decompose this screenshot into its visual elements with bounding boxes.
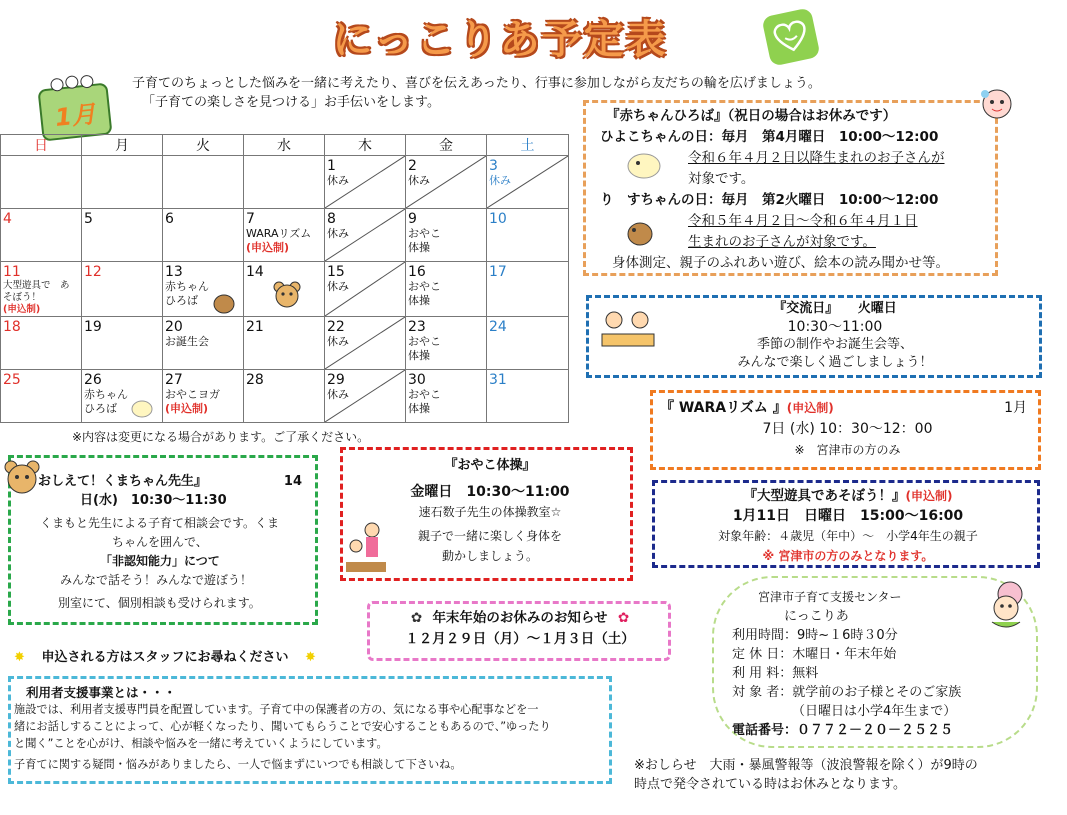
center-hours: 利用時間：9時~１6時３0分: [732, 628, 898, 643]
day-number: 6: [165, 211, 174, 227]
oyako-teacher: 速石数子先生の体操教室☆: [418, 505, 562, 519]
calendar-day-cell: [487, 209, 569, 262]
day-number: 24: [489, 319, 507, 335]
kuma-desc-2: ちゃんを囲んで、: [112, 535, 208, 549]
wara-month: 1月: [1004, 400, 1027, 416]
day-event: おやこ: [408, 280, 441, 293]
oyako-title: 『おやこ体操』: [444, 458, 536, 473]
weekday-header: 水: [244, 135, 325, 156]
calendar-day-cell: [163, 156, 244, 209]
day-event: 大型遊具で あ: [3, 280, 70, 291]
oogata-registration: (申込制): [905, 489, 953, 503]
center-org: 宮津市子育て支援センター: [758, 590, 902, 604]
kuma-title: おしえて！くまちゃん先生』: [38, 474, 208, 489]
koryu-desc-2: みんなで楽しく過ごしましょう！: [737, 355, 933, 370]
calendar-day-cell: [325, 156, 406, 209]
flower-icon: ✿: [617, 610, 630, 626]
day-event: おやこ: [408, 335, 441, 348]
day-event: おやこ: [408, 227, 441, 240]
star-icon: ✸: [304, 650, 316, 665]
wara-date: 7日 (水) 10：30～12：00: [762, 421, 933, 437]
registration-required-label: (申込制): [3, 304, 41, 315]
center-closed: 定 休 日：木曜日・年末年始: [732, 647, 897, 662]
calendar-day-cell: [82, 262, 163, 317]
day-event: 休み: [327, 280, 349, 293]
day-event: 休み: [489, 174, 511, 187]
wara-title: 『 WARAリズム 』: [660, 400, 787, 416]
chick-icon: [624, 150, 664, 183]
calendar-day-cell: [163, 317, 244, 370]
koryu-desc-1: 季節の制作やお誕生会等、: [756, 337, 913, 352]
day-event: 休み: [327, 388, 349, 401]
calendar-day-cell: [1, 156, 82, 209]
day-event: 体操: [408, 241, 430, 254]
calendar-day-cell: [244, 317, 325, 370]
day-event: そぼう！: [3, 292, 42, 303]
day-number: 1: [327, 158, 336, 174]
day-number: 2: [408, 158, 417, 174]
weekday-header: 土: [487, 135, 569, 156]
day-number: 18: [3, 319, 21, 335]
koryu-time: 10:30～11:00: [787, 319, 883, 335]
calendar-day-cell: [325, 317, 406, 370]
akachan-title: 『赤ちゃんひろば』（祝日の場合はお休みです）: [606, 108, 897, 124]
day-event: お誕生会: [165, 335, 209, 348]
calendar-day-cell: [406, 370, 487, 423]
day-number: [82, 156, 162, 158]
wara-registration: (申込制): [786, 401, 834, 415]
weekday-header: 日: [1, 135, 82, 156]
center-target-2: （日曜日は小学4年生まで）: [792, 704, 957, 719]
day-number: 17: [489, 264, 507, 280]
koryu-title: 『交流日』 火曜日: [773, 301, 897, 316]
intro-line-1: 子育てのちょっとした悩みを一緒に考えたり、喜びを伝えあったり、行事に参加しながら友だちの輪を広げましょう。: [132, 76, 821, 91]
calendar-day-cell: [487, 262, 569, 317]
day-event: 体操: [408, 349, 430, 362]
calendar-day-cell: [1, 209, 82, 262]
calendar: [0, 134, 569, 423]
calendar-day-cell: [1, 262, 82, 317]
kuma-desc-3: 「非認知能力」につて: [100, 554, 220, 568]
calendar-day-cell: [406, 209, 487, 262]
hiyoko-target-2: 対象です。: [688, 171, 755, 187]
closed-slash: [325, 262, 405, 316]
day-event: おやこヨガ: [165, 388, 220, 401]
day-number: 5: [84, 211, 93, 227]
closed-slash: [325, 370, 405, 422]
oyako-time: 金曜日 10:30～11:00: [410, 484, 570, 500]
calendar-day-cell: [1, 317, 82, 370]
day-number: 7: [246, 211, 255, 227]
children-crafting-icon: [598, 306, 656, 355]
calendar-day-cell: [406, 262, 487, 317]
day-number: [163, 156, 243, 158]
support-title: 利用者支援事業とは・・・: [26, 685, 177, 700]
calendar-day-cell: [487, 156, 569, 209]
calendar-day-cell: [82, 317, 163, 370]
month-badge: [37, 82, 112, 141]
closed-slash: [325, 156, 405, 208]
bear-icon: [272, 280, 302, 311]
wara-target: ※ 宮津市の方のみ: [794, 443, 901, 457]
center-target: 対 象 者：就学前のお子様とそのご家族: [732, 685, 962, 700]
day-event: 休み: [408, 174, 430, 187]
day-number: 19: [84, 319, 102, 335]
calendar-day-cell: [325, 370, 406, 423]
calendar-day-cell: [325, 262, 406, 317]
weather-notice-1: ※おしらせ 大雨・暴風警報等（波浪警報を除く）が9時の: [634, 758, 978, 773]
registration-required-label: (申込制): [246, 241, 290, 254]
kuma-date: 日(水) 10:30～11:30: [80, 493, 227, 508]
calendar-day-cell: [325, 209, 406, 262]
risu-target-2: 生まれのお子さんが対象です。: [688, 234, 876, 250]
calendar-day-cell: [1, 370, 82, 423]
day-number: [244, 156, 324, 158]
oogata-target: 対象年齢：４歳児（年中）～ 小学4年生の親子: [718, 529, 978, 543]
holiday-date: １２月２９日（月）～１月３日（土）: [405, 631, 635, 647]
weekday-header: 火: [163, 135, 244, 156]
day-number: 13: [165, 264, 183, 280]
closed-slash: [487, 156, 568, 208]
day-number: 12: [84, 264, 102, 280]
calendar-day-cell: [487, 317, 569, 370]
day-number: 15: [327, 264, 345, 280]
squirrel-icon: [622, 214, 656, 251]
day-number: 14: [246, 264, 264, 280]
kuma-desc-5: 別室にて、個別相談も受けられます。: [58, 596, 261, 610]
calendar-day-cell: [244, 209, 325, 262]
day-event: おやこ: [408, 388, 441, 401]
apply-note: 申込される方はスタッフにお尋ねください: [41, 650, 289, 665]
kadomatsu-icon: [46, 72, 97, 93]
day-number: 31: [489, 372, 507, 388]
day-number: 28: [246, 372, 264, 388]
calendar-day-cell: [82, 156, 163, 209]
calendar-day-cell: [487, 370, 569, 423]
hiyoko-schedule: ひよこちゃんの日：毎月 第4月曜日 10:00～12:00: [600, 129, 939, 145]
flower-icon: ✿: [410, 610, 423, 626]
closed-slash: [325, 209, 405, 261]
day-number: 16: [408, 264, 426, 280]
kuma-day: 14: [283, 474, 302, 489]
day-number: 21: [246, 319, 264, 335]
day-number: 4: [3, 211, 12, 227]
hiyoko-target-1: 令和６年４月２日以降生まれのお子さんが: [688, 150, 945, 166]
support-p1: 施設では、利用者支援専門員を配置しています。子育て中の保護者の方の、気になる事や心配事などを一: [14, 703, 539, 716]
day-event: 赤ちゃん: [165, 280, 209, 293]
day-event: ひろば: [165, 294, 198, 307]
support-p4: 子育てに関する疑問・悩みがありましたら、一人で悩まずにいつでも相談して下さいね。: [14, 758, 462, 771]
calendar-day-cell: [406, 156, 487, 209]
day-event: 赤ちゃん: [84, 388, 128, 401]
heart-logo-icon: [761, 7, 820, 66]
day-number: 9: [408, 211, 417, 227]
calendar-day-cell: [244, 156, 325, 209]
day-number: [1, 156, 81, 158]
risu-target-1: 令和５年４月２日～令和６年４月１日: [688, 213, 918, 229]
oogata-note: ※ 宮津市の方のみとなります。: [762, 549, 934, 563]
closed-slash: [406, 156, 486, 208]
day-number: 23: [408, 319, 426, 335]
oogata-date: 1月11日 日曜日 15:00～16:00: [732, 508, 964, 524]
calendar-day-cell: [406, 317, 487, 370]
oyako-desc-1: 親子で一緒に楽しく身体を: [417, 529, 562, 543]
day-number: 20: [165, 319, 183, 335]
calendar-day-cell: [244, 370, 325, 423]
day-number: 27: [165, 372, 183, 388]
day-number: 29: [327, 372, 345, 388]
day-event: 休み: [327, 335, 349, 348]
day-number: 8: [327, 211, 336, 227]
day-number: 26: [84, 372, 102, 388]
oogata-title: 『大型遊具であそぼう！』: [743, 488, 906, 504]
day-number: 30: [408, 372, 426, 388]
day-number: 25: [3, 372, 21, 388]
holiday-title: 年末年始のお休みのお知らせ: [432, 610, 608, 626]
weekday-header: 月: [82, 135, 163, 156]
calendar-day-cell: [163, 370, 244, 423]
center-name: にっこりあ: [784, 609, 849, 624]
akachan-content: 身体測定、親子のふれあい遊び、絵本の読み聞かせ等。: [612, 255, 949, 271]
day-number: 11: [3, 264, 21, 280]
weekday-header: 木: [325, 135, 406, 156]
chick-icon: [130, 398, 154, 421]
closed-slash: [325, 317, 405, 369]
registration-required-label: (申込制): [165, 402, 209, 415]
calendar-note: ※内容は変更になる場合があります。ご了承ください。: [72, 430, 370, 444]
day-event: 休み: [327, 227, 349, 240]
calendar-day-cell: [82, 209, 163, 262]
star-icon: ✸: [14, 650, 25, 665]
support-p3: と聞く”ことを心がけ、相談や悩みを一緒に考えていくようにしています。: [14, 737, 388, 750]
kuma-desc-1: くまもと先生による子育て相談会です。くま: [40, 516, 280, 530]
day-event: 休み: [327, 174, 349, 187]
risu-schedule: り すちゃんの日：毎月 第2火曜日 10:00～12:00: [600, 192, 939, 208]
support-p2: 緒にお話しすることによって、心が軽くなったり、聞いてもらうことで安心することもあるので、”ゆったり: [14, 720, 551, 733]
day-event: ひろば: [84, 402, 117, 415]
day-number: 3: [489, 158, 498, 174]
oyako-desc-2: 動かしましょう。: [441, 549, 538, 563]
intro-line-2: 「子育ての楽しさを見つける」お手伝いをします。: [142, 95, 440, 110]
day-event: 体操: [408, 294, 430, 307]
weather-notice-2: 時点で発令されている時はお休みとなります。: [634, 777, 906, 792]
weekday-header: 金: [406, 135, 487, 156]
center-tel: 電話番号：０７７２－２０－２５２５: [732, 723, 954, 738]
day-event: 体操: [408, 402, 430, 415]
page-title: にっこりあ予定表: [332, 17, 668, 63]
squirrel-icon: [210, 290, 236, 317]
day-number: 10: [489, 211, 507, 227]
kuma-desc-4: みんなで話そう！みんなで遊ぼう！: [60, 573, 253, 587]
calendar-day-cell: [163, 209, 244, 262]
day-number: 22: [327, 319, 345, 335]
month-label: 1月: [53, 99, 98, 133]
day-event: WARAリズム: [246, 227, 312, 240]
center-fee: 利 用 料：無料: [732, 666, 819, 681]
